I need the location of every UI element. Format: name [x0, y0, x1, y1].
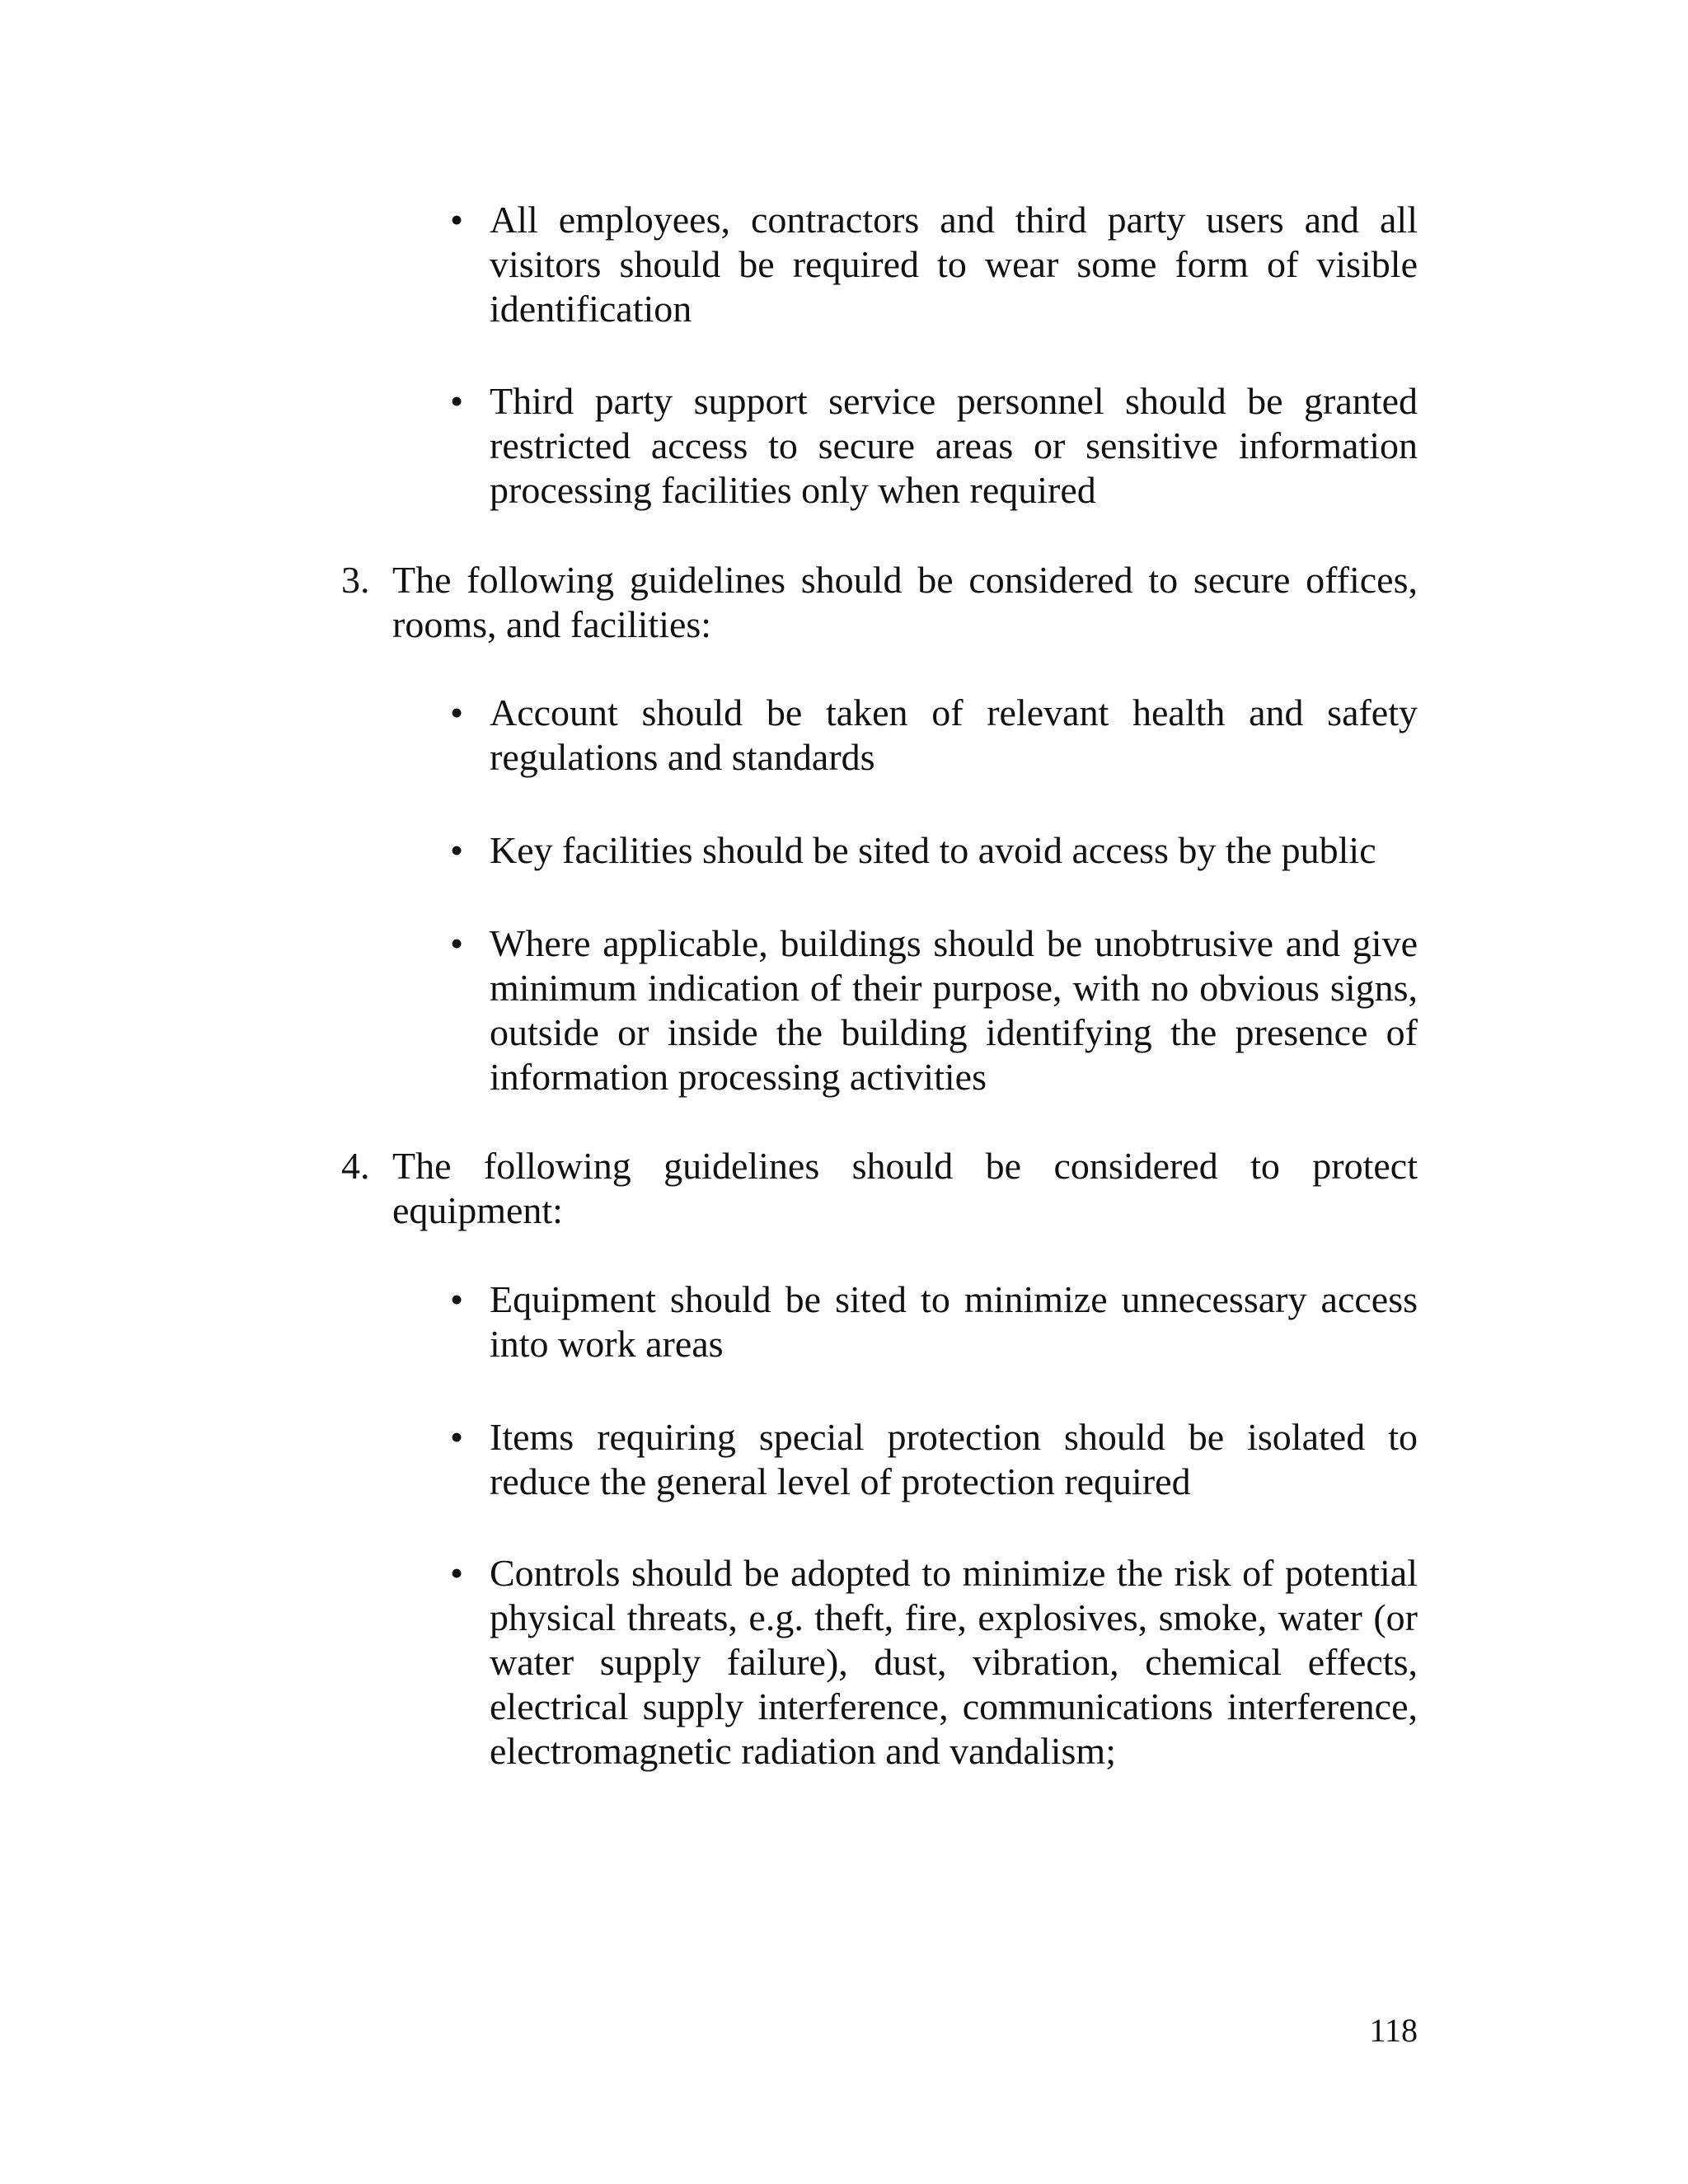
bullet-text: Where applicable, buildings should be unobtrusive and give minimum indication of their purpose, with no obvious signs, outside or inside the building identifying the presence of information processing activities [490, 922, 1418, 1098]
numbered-item-text: The following guidelines should be considered to secure offices, rooms, and facilities: [392, 559, 1418, 645]
numbered-item-text-line1: The following guidelines should be considered to protect [392, 1145, 1418, 1187]
bullet-special-protection [449, 1415, 1418, 1504]
bullet-equipment-siting [449, 1277, 1418, 1366]
page-number: 118 [1369, 2012, 1418, 2049]
bullet-text: Third party support service personnel should be granted restricted access to secure areas or sensitive information processing facilities only when required [490, 380, 1418, 511]
bullet-dot: • [449, 1552, 464, 1594]
bullet-key-facilities [449, 828, 1418, 873]
bullet-dot: • [449, 829, 464, 871]
bullet-text: All employees, contractors and third party users and all visitors should be required to wear some form of visible identification [490, 199, 1418, 330]
bullet-third-party-access [449, 379, 1418, 513]
bullet-text: Controls should be adopted to minimize the risk of potential physical threats, e.g. theft, fire, explosives, smoke, water (or water supply failure), dust, vibration, chemical effects, electrical supply interference, communications interference, electromagnetic radiation and vandalism; [490, 1552, 1418, 1772]
bullet-text: Items requiring special protection should be isolated to reduce the general level of protection required [490, 1416, 1418, 1502]
bullet-dot: • [449, 199, 464, 241]
bullet-visible-identification [449, 198, 1418, 331]
numbered-item-4 [341, 1144, 1418, 1233]
list-number: 3. [341, 559, 370, 601]
bullet-dot: • [449, 380, 464, 422]
bullet-dot: • [449, 691, 464, 733]
bullet-dot: • [449, 1278, 464, 1320]
numbered-item-text-line2: equipment: [392, 1189, 563, 1231]
bullet-health-safety [449, 691, 1418, 780]
numbered-item-3 [341, 558, 1418, 647]
bullet-dot: • [449, 922, 464, 964]
bullet-unobtrusive-buildings [449, 921, 1418, 1099]
bullet-physical-threats [449, 1551, 1418, 1774]
bullet-dot: • [449, 1416, 464, 1458]
bullet-text: Key facilities should be sited to avoid access by the public [490, 829, 1376, 871]
bullet-text: Account should be taken of relevant health and safety regulations and standards [490, 691, 1418, 778]
list-number: 4. [341, 1145, 370, 1187]
bullet-text: Equipment should be sited to minimize unnecessary access into work areas [490, 1278, 1418, 1365]
